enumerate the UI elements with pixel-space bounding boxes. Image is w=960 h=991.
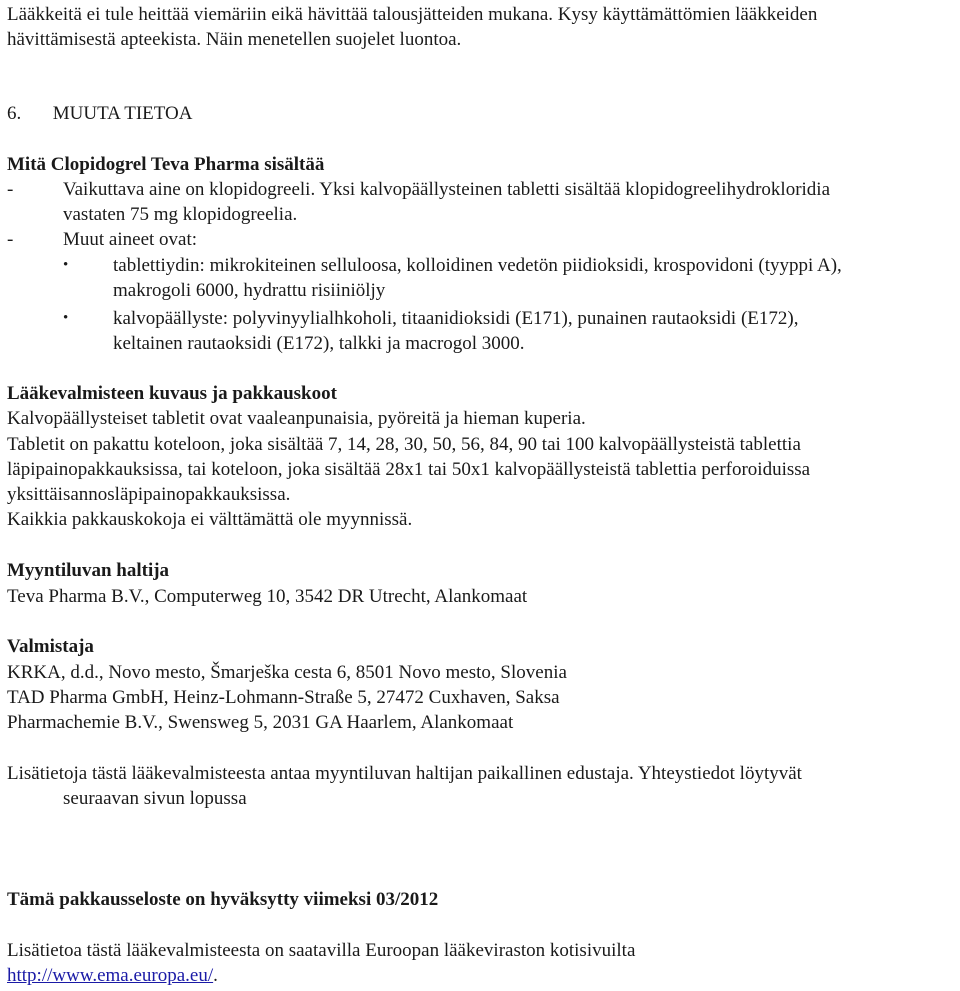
other-ingredients-label: Muut aineet ovat: (63, 229, 198, 250)
description-heading: Lääkevalmisteen kuvaus ja pakkauskoot (7, 383, 337, 404)
active-substance-line-2: vastaten 75 mg klopidogreelia. (63, 204, 298, 225)
bullet-coating-line-1: kalvopäällyste: polyvinyylialhkoholi, titaanidioksidi (E171), punainen rautaoksidi (E172), (113, 308, 799, 329)
description-line-1: Kalvopäällysteiset tabletit ovat vaaleanpunaisia, pyöreitä ja hieman kuperia. (7, 408, 586, 429)
intro-line-1: Lääkkeitä ei tule heittää viemäriin eikä hävittää talousjätteiden mukana. Kysy käyttämättömien lääkkeiden (7, 4, 818, 25)
section-number: 6. (7, 103, 22, 124)
description-line-5: Kaikkia pakkauskokoja ei välttämättä ole myynnissä. (7, 509, 413, 530)
description-line-4: yksittäisannosläpipainopakkauksissa. (7, 484, 291, 505)
intro-line-2: hävittämisestä apteekista. Näin menetellen suojelet luontoa. (7, 29, 462, 50)
bullet-core-line-2: makrogoli 6000, hydrattu risiiniöljy (113, 280, 386, 301)
manufacturer-heading: Valmistaja (7, 636, 94, 657)
description-line-2: Tabletit on pakattu koteloon, joka sisältää 7, 14, 28, 30, 50, 56, 84, 90 tai 100 kalvopäällysteistä tablettia (7, 434, 801, 455)
contents-heading: Mitä Clopidogrel Teva Pharma sisältää (7, 154, 325, 175)
manufacturer-line-2: TAD Pharma GmbH, Heinz-Lohmann-Straße 5, 27472 Cuxhaven, Saksa (7, 687, 560, 708)
holder-address: Teva Pharma B.V., Computerweg 10, 3542 DR Utrecht, Alankomaat (7, 586, 528, 607)
section-6-heading (7, 101, 193, 126)
more-info-line-1: Lisätietoja tästä lääkevalmisteesta antaa myyntiluvan haltijan paikallinen edustaja. Yhteystiedot löytyvät (7, 763, 802, 784)
dash-marker: - (7, 179, 14, 200)
ema-line: Lisätietoa tästä lääkevalmisteesta on saatavilla Euroopan lääkeviraston kotisivuilta (7, 940, 636, 961)
section-title: MUUTA TIETOA (52, 103, 193, 124)
holder-heading: Myyntiluvan haltija (7, 560, 170, 581)
description-line-3: läpipainopakkauksissa, tai koteloon, joka sisältää 28x1 tai 50x1 kalvopäällysteistä tablettia perforoiduissa (7, 459, 811, 480)
manufacturer-line-3: Pharmachemie B.V., Swensweg 5, 2031 GA Haarlem, Alankomaat (7, 712, 514, 733)
more-info-line-2: seuraavan sivun lopussa (63, 788, 247, 809)
approval-date: Tämä pakkausseloste on hyväksytty viimeksi 03/2012 (7, 889, 439, 910)
dash-marker: - (7, 229, 14, 250)
bullet-core-line-1: tablettiydin: mikrokiteinen selluloosa, kolloidinen vedetön piidioksidi, krospovidoni (tyyppi A), (113, 255, 842, 276)
bullet-coating-line-2: keltainen rautaoksidi (E172), talkki ja macrogol 3000. (113, 333, 525, 354)
active-substance-line-1: Vaikuttava aine on klopidogreeli. Yksi kalvopäällysteinen tabletti sisältää klopidogreelihydrokloridia (63, 179, 831, 200)
bullet-icon: • (63, 310, 69, 326)
ema-link-line (7, 963, 218, 988)
bullet-icon: • (63, 257, 69, 273)
ema-link-period: . (213, 965, 218, 986)
ema-website-link[interactable]: http://www.ema.europa.eu/ (7, 965, 214, 986)
manufacturer-line-1: KRKA, d.d., Novo mesto, Šmarješka cesta 6, 8501 Novo mesto, Slovenia (7, 662, 567, 683)
